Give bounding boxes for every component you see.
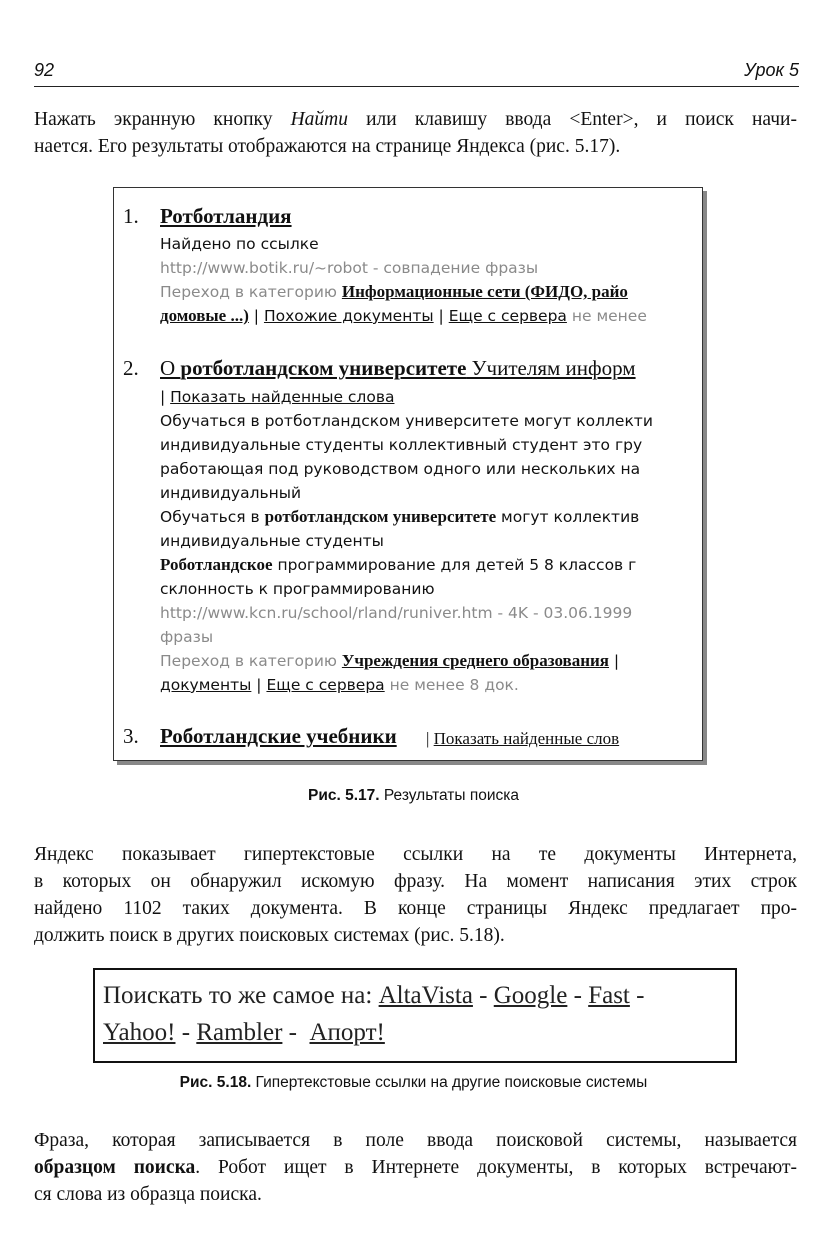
caption-label: Рис. 5.18.	[179, 1074, 252, 1091]
page-header	[34, 60, 799, 87]
paragraph-line: Яндекс показывает гипертекстовые ссылки на те документы Интернета,	[34, 844, 797, 865]
paragraph-yandex	[34, 841, 797, 949]
caption-text: Гипертекстовые ссылки на другие поисковые системы	[251, 1074, 648, 1091]
separator: -	[567, 982, 589, 1009]
separator: |	[426, 729, 434, 748]
text-run: могут коллектив	[496, 508, 640, 526]
snippet-line: индивидуальные студенты коллективный студент это гру	[160, 436, 643, 454]
similar-documents-link[interactable]: Похожие документы	[263, 307, 434, 325]
category-link-continued[interactable]: домовые ...)	[160, 306, 249, 325]
search-elsewhere-prefix: Поискать то же самое на:	[103, 982, 379, 1009]
result-title-link[interactable]: Роботландские учебники	[160, 724, 397, 748]
google-link[interactable]: Google	[493, 982, 568, 1009]
text-run: Обучаться в	[160, 508, 265, 526]
text-run: . Робот ищет в Интернете документы, в которых встречают-	[195, 1157, 797, 1178]
paragraph-search-pattern	[34, 1127, 797, 1208]
paragraph-line: должить поиск в других поисковых системах (рис. 5.18).	[34, 925, 505, 946]
result-tail-text: не менее 8 док.	[384, 676, 519, 694]
highlighted-phrase: ротботландском университете	[264, 507, 497, 526]
text-run: или клавишу ввода <Enter>, и поиск начи-	[348, 109, 797, 130]
category-prefix: Переход в категорию	[160, 652, 342, 670]
result-number: 1.	[123, 204, 139, 228]
separator: |	[248, 307, 264, 325]
show-found-words-line	[160, 385, 394, 409]
snippet-line: Обучаться в ротботландском университете могут коллекти	[160, 412, 653, 430]
category-link[interactable]: Учреждения среднего образования	[341, 651, 609, 670]
figure-caption-5-17	[0, 787, 827, 805]
other-search-engines-figure	[93, 968, 737, 1063]
snippet-line	[160, 553, 636, 577]
search-results-figure	[113, 187, 703, 761]
result-url: http://www.botik.ru/~robot - совпадение фразы	[160, 259, 539, 277]
result-category-line	[160, 649, 619, 673]
result-title-link[interactable]: Ротботландия	[160, 204, 292, 228]
snippet-line: склонность к программированию	[160, 580, 435, 598]
separator: -	[175, 1019, 197, 1046]
separator: |	[251, 676, 267, 694]
paragraph-line: ся слова из образца поиска.	[34, 1184, 262, 1205]
show-found-words-line	[426, 727, 619, 751]
paragraph-line: нается. Его результаты отображаются на странице Яндекса (рис. 5.17).	[34, 136, 621, 157]
search-elsewhere-line-2	[103, 1019, 385, 1047]
snippet-line: работающая под руководством одного или нескольких на	[160, 460, 641, 478]
yahoo-link[interactable]: Yahoo!	[103, 1019, 176, 1046]
result-url-continued: фразы	[160, 628, 214, 646]
show-found-words-link[interactable]: Показать найденные слов	[433, 729, 620, 748]
figure-caption-5-18	[0, 1074, 827, 1092]
result-links-line	[160, 673, 519, 697]
show-found-words-link[interactable]: Показать найденные слова	[170, 388, 395, 406]
text-run: Нажать экранную кнопку	[34, 109, 291, 130]
result-title-link[interactable]	[160, 356, 636, 381]
title-part: Учителям информ	[466, 356, 636, 380]
highlighted-phrase: Роботландское	[160, 555, 273, 574]
title-part-bold: ротботландском университете	[180, 356, 467, 380]
snippet-line: индивидуальные студенты	[160, 532, 384, 550]
paragraph-intro	[34, 106, 797, 160]
result-category-line	[160, 280, 628, 304]
result-number: 2.	[123, 356, 139, 380]
separator: |	[433, 307, 449, 325]
more-from-server-link[interactable]: Еще с сервера	[448, 307, 567, 325]
paragraph-line: в которых он обнаружил искомую фразу. На момент написания этих строк	[34, 871, 797, 892]
title-part: О	[160, 356, 181, 380]
paragraph-line: Фраза, которая записывается в поле ввода поисковой системы, называется	[34, 1130, 797, 1151]
caption-label: Рис. 5.17.	[308, 787, 380, 804]
separator: -	[472, 982, 494, 1009]
caption-text: Результаты поиска	[379, 787, 519, 804]
snippet-line	[160, 505, 639, 529]
separator: -	[282, 1019, 310, 1046]
search-elsewhere-line-1	[103, 982, 644, 1010]
fast-link[interactable]: Fast	[588, 982, 630, 1009]
paragraph-line: найдено 1102 таких документа. В конце страницы Яндекс предлагает про-	[34, 898, 797, 919]
separator: |	[160, 388, 171, 406]
rambler-link[interactable]: Rambler	[196, 1019, 283, 1046]
result-url: http://www.kcn.ru/school/rland/runiver.htm - 4K - 03.06.1999	[160, 604, 633, 622]
more-from-server-link[interactable]: Еще с сервера	[266, 676, 385, 694]
paragraph-line	[34, 1154, 797, 1181]
category-link[interactable]: Информационные сети (ФИДО, райо	[341, 282, 628, 301]
result-number: 3.	[123, 724, 139, 748]
aport-link[interactable]: Апорт!	[309, 1019, 385, 1046]
result-tail-text: не менее	[566, 307, 647, 325]
separator: |	[609, 652, 620, 670]
result-links-line	[160, 304, 647, 328]
term-bold: образцом поиска	[34, 1157, 196, 1178]
paragraph-line	[34, 106, 797, 133]
text-run: программирование для детей 5 8 классов г	[272, 556, 637, 574]
button-name-emphasis: Найти	[290, 109, 348, 130]
altavista-link[interactable]: AltaVista	[378, 982, 473, 1009]
lesson-title: Урок 5	[744, 60, 799, 80]
result-found-label: Найдено по ссылке	[160, 235, 319, 253]
documents-link[interactable]: документы	[160, 676, 252, 694]
category-prefix: Переход в категорию	[160, 283, 342, 301]
separator: -	[629, 982, 645, 1009]
snippet-line: индивидуальный	[160, 484, 302, 502]
page-number: 92	[34, 60, 55, 80]
